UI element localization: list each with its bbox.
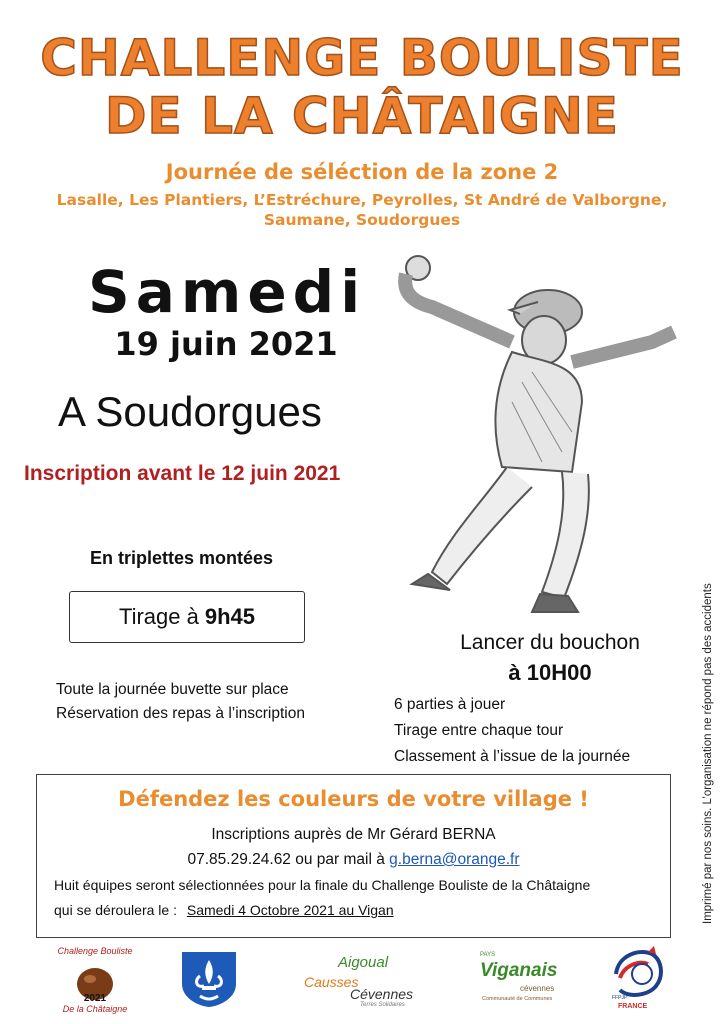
phone-text: 07.85.29.24.62 ou par mail à (187, 851, 385, 868)
box-headline: Défendez les couleurs de votre village ! (118, 787, 589, 811)
event-place: A Soudorgues (58, 388, 322, 435)
list-item: Tirage entre chaque tour (394, 722, 564, 739)
logo-viganais-cevennes: cévennes (520, 984, 555, 993)
launch-label: Lancer du bouchon (460, 631, 640, 654)
logo-terres: Terres Solidaires (360, 1002, 405, 1008)
contact-line: Inscriptions auprès de Mr Gérard BERNA (211, 826, 496, 843)
villages-line2: Saumane, Soudorgues (263, 211, 461, 229)
event-date: 19 juin 2021 (114, 325, 338, 363)
final-date: Samedi 4 Octobre 2021 au Vigan (186, 902, 394, 918)
logo-causses: Causses (304, 974, 359, 990)
poster-title-line1: CHALLENGE BOULISTE (40, 29, 684, 87)
email-link[interactable]: g.berna@orange.fr (389, 851, 520, 868)
format-label: En triplettes montées (90, 548, 274, 568)
registration-deadline: Inscription avant le 12 juin 2021 (24, 462, 341, 485)
petanque-player-illustration (392, 252, 680, 624)
draw-time-box (69, 591, 305, 643)
causses-aigoual-logo (300, 944, 420, 1014)
challenge-logo-line1: Challenge Bouliste (57, 946, 133, 956)
ffpjp-label: FFPJP (612, 995, 628, 1001)
right-info-list (394, 692, 630, 770)
left-info-list (56, 678, 305, 726)
fleur-de-lis-shield-icon (180, 950, 238, 1008)
challenge-logo-year: 2021 (83, 993, 107, 1004)
villages-line1: Lasalle, Les Plantiers, L’Estréchure, Peyrolles, St André de Valborgne, (56, 191, 668, 209)
disclaimer: Imprimé par nos soins. L’organisation ne répond pas des accidents (702, 583, 714, 925)
pays-viganais-logo (474, 944, 574, 1014)
list-item: 6 parties à jouer (394, 696, 506, 713)
logo-cevennes: Cévennes (350, 986, 414, 1002)
zone-subtitle: Journée de séléction de la zone 2 (165, 160, 559, 184)
launch-time: à 10H00 (508, 660, 592, 685)
final-line1: Huit équipes seront sélectionnées pour la finale du Challenge Bouliste de la Châtaigne (54, 877, 591, 893)
challenge-logo (50, 944, 140, 1014)
final-prefix: qui se déroulera le : (54, 902, 177, 918)
logo-communaute: Communauté de Communes (482, 996, 553, 1002)
logo-aigoual: Aigoual (338, 954, 389, 971)
list-item: Réservation des repas à l’inscription (56, 705, 305, 722)
challenge-logo-line2: De la Châtaigne (62, 1004, 128, 1014)
poster-title-line2: DE LA CHÂTAIGNE (105, 87, 619, 145)
draw-time: 9h45 (204, 604, 256, 629)
phone-email-line (36, 851, 671, 869)
draw-label: Tirage à (118, 604, 199, 629)
list-item: Classement à l’issue de la journée (394, 748, 631, 765)
logo-pays: PAYS (480, 952, 496, 958)
list-item: Toute la journée buvette sur place (56, 681, 289, 698)
ffpjp-france: FRANCE (618, 1003, 648, 1010)
logo-viganais: Viganais (480, 960, 558, 981)
final-line2 (54, 902, 394, 918)
event-day: Samedi (88, 258, 367, 326)
